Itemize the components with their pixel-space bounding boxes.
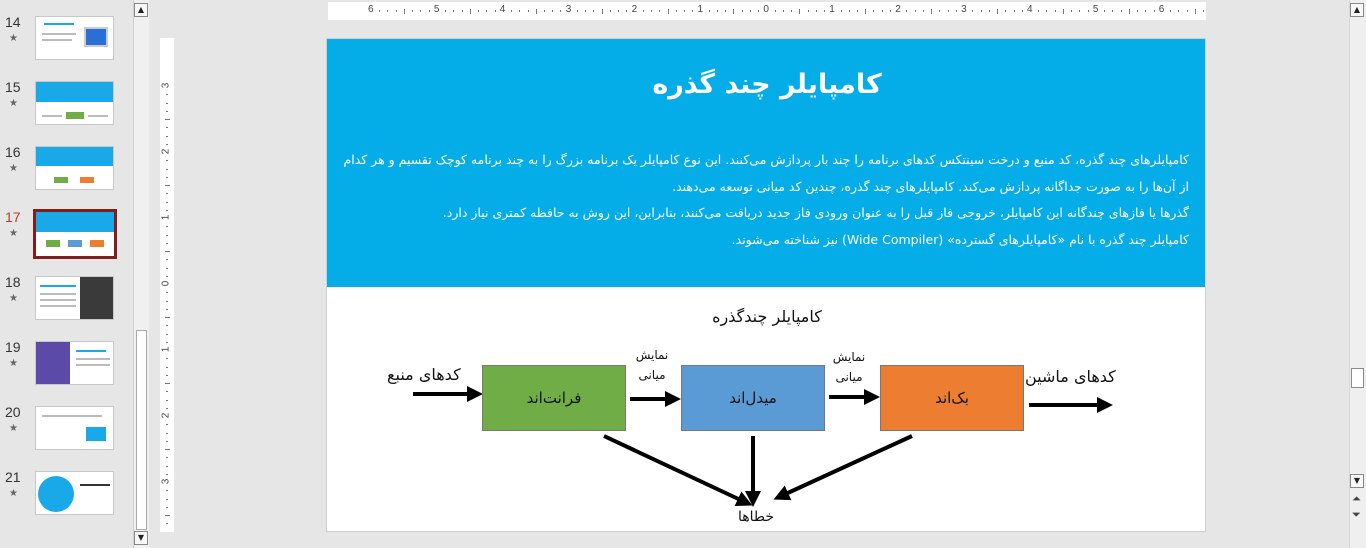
slide-preview[interactable] — [35, 276, 114, 320]
thumbnail-slide-14[interactable] — [0, 14, 132, 74]
ruler-tick — [511, 10, 512, 12]
ruler-tick — [931, 9, 932, 14]
ruler-number: 6 — [368, 4, 374, 15]
ruler-tick — [166, 441, 168, 442]
slide-preview[interactable] — [35, 406, 114, 450]
ruler-tick — [849, 10, 850, 12]
slide-preview[interactable] — [35, 16, 114, 60]
thumbnail-slide-17[interactable] — [0, 209, 132, 269]
slide-number: 16 — [5, 144, 21, 160]
thumbnail-slide-19[interactable] — [0, 339, 132, 399]
ruler-tick — [923, 10, 924, 12]
frontend-block[interactable]: فرانت‌اند — [482, 365, 626, 431]
ruler-tick — [166, 499, 168, 500]
ruler-tick — [733, 9, 734, 14]
ruler-tick — [544, 10, 545, 12]
ruler-tick — [560, 10, 561, 12]
ruler-tick — [841, 10, 842, 12]
animation-star-icon: ★ — [9, 33, 18, 44]
ruler-tick — [478, 10, 479, 12]
ruler-tick — [165, 515, 170, 516]
ruler-tick — [783, 10, 784, 12]
ruler-number: 6 — [1158, 4, 1165, 15]
ruler-tick — [865, 9, 866, 14]
ruler-tick — [1170, 10, 1171, 12]
ruler-tick — [166, 490, 168, 491]
ruler-tick — [577, 10, 578, 12]
slide-number: 14 — [5, 14, 21, 30]
ruler-tick — [166, 276, 168, 277]
thumbnail-slide-20[interactable] — [0, 404, 132, 464]
animation-star-icon: ★ — [9, 488, 18, 499]
middle-end-block[interactable]: میدل‌اند — [681, 365, 825, 431]
ruler-tick — [1088, 10, 1089, 12]
ruler-tick — [166, 177, 168, 178]
ruler-tick — [165, 119, 170, 120]
ruler-tick — [989, 10, 990, 12]
ruler-tick — [166, 301, 168, 302]
ruler-tick — [166, 94, 168, 95]
ruler-tick — [956, 10, 957, 12]
ruler-tick — [972, 10, 973, 12]
ruler-tick — [165, 185, 170, 186]
slide-number: 17 — [5, 209, 21, 225]
vertical-ruler — [160, 38, 174, 532]
animation-star-icon: ★ — [9, 293, 18, 304]
ruler-tick — [387, 10, 388, 12]
ruler-tick — [166, 169, 168, 170]
body-paragraph: گذرها یا فازهای چندگانه این کامپایلر، خروجی فاز قبل را به عنوان ورودی فاز جدید دریافت می‌کنند، بنابراین، این روش به حافظه کمتری نیاز دارد. — [442, 205, 1189, 220]
slide-preview[interactable] — [35, 471, 114, 515]
ruler-tick — [166, 457, 168, 458]
ruler-tick — [1071, 10, 1072, 12]
ruler-tick — [453, 10, 454, 12]
ruler-tick — [429, 10, 430, 12]
ruler-number: 5 — [433, 4, 440, 15]
ruler-tick — [643, 10, 644, 12]
ruler-number: 3 — [160, 478, 172, 485]
ruler-tick — [166, 342, 168, 343]
ruler-number: 0 — [763, 4, 769, 15]
ruler-tick — [618, 10, 619, 12]
slide-canvas[interactable] — [326, 38, 1206, 532]
thumbnail-scroll-down-button[interactable]: ▼ — [134, 531, 148, 545]
ruler-tick — [758, 10, 759, 12]
ruler-tick — [166, 367, 168, 368]
slide-number: 18 — [5, 274, 21, 290]
ruler-tick — [717, 10, 718, 12]
ruler-number: 1 — [829, 4, 835, 15]
ruler-tick — [486, 10, 487, 12]
ruler-tick — [1112, 10, 1113, 12]
ruler-tick — [1203, 10, 1204, 12]
ruler-tick — [651, 10, 652, 12]
ruler-tick — [1063, 9, 1064, 14]
intermediate-label-2: نمایش میانی — [832, 350, 866, 384]
ruler-tick — [1129, 9, 1130, 14]
ruler-tick — [166, 466, 168, 467]
ruler-tick — [692, 10, 693, 12]
slide-preview[interactable] — [35, 81, 114, 125]
ruler-tick — [166, 292, 168, 293]
slide-number: 20 — [5, 404, 21, 420]
ruler-tick — [166, 334, 168, 335]
ruler-number: 1 — [160, 214, 172, 221]
animation-star-icon: ★ — [9, 228, 18, 239]
ruler-tick — [725, 10, 726, 12]
ruler-number: 3 — [565, 4, 572, 15]
ruler-tick — [775, 10, 776, 12]
animation-star-icon: ★ — [9, 98, 18, 109]
ruler-tick — [528, 10, 529, 12]
ruler-tick — [750, 10, 751, 12]
ruler-tick — [166, 127, 168, 128]
ruler-tick — [1178, 10, 1179, 12]
ruler-tick — [602, 9, 603, 14]
thumbnail-slide-21[interactable] — [0, 469, 132, 529]
editor-scroll-up-button[interactable]: ▲ — [1350, 3, 1364, 17]
ruler-tick — [1154, 10, 1155, 12]
ruler-tick — [915, 10, 916, 12]
ruler-tick — [552, 10, 553, 12]
ruler-tick — [1022, 10, 1023, 12]
animation-star-icon: ★ — [9, 358, 18, 369]
ruler-tick — [626, 10, 627, 12]
ruler-tick — [676, 10, 677, 12]
compiler-diagram[interactable] — [327, 287, 1206, 532]
machine-code-label: کدهای ماشین — [1025, 367, 1116, 386]
ruler-tick — [165, 383, 170, 384]
thumbnail-slide-18[interactable] — [0, 274, 132, 334]
editor-scroll-down-button[interactable]: ▼ — [1350, 474, 1364, 488]
ruler-number: 4 — [1027, 4, 1033, 15]
ruler-number: 1 — [160, 346, 172, 353]
slide-preview[interactable] — [35, 341, 114, 385]
ruler-tick — [445, 10, 446, 12]
ruler-number: 2 — [160, 148, 172, 155]
ruler-tick — [166, 325, 168, 326]
ruler-tick — [166, 111, 168, 112]
ruler-tick — [742, 10, 743, 12]
ruler-number: 2 — [160, 412, 172, 419]
slide-number: 15 — [5, 79, 21, 95]
intermediate-label-1: نمایش میانی — [635, 348, 669, 382]
ruler-number: 0 — [160, 280, 172, 287]
ruler-tick — [906, 10, 907, 12]
ruler-tick — [166, 523, 168, 524]
ruler-number: 1 — [697, 4, 704, 15]
ruler-tick — [404, 9, 405, 14]
ruler-tick — [1104, 10, 1105, 12]
thumbnail-slide-15[interactable] — [0, 79, 132, 139]
thumbnail-slide-16[interactable] — [0, 144, 132, 204]
ruler-tick — [166, 391, 168, 392]
ruler-number: 2 — [631, 4, 638, 15]
ruler-tick — [462, 10, 463, 12]
ruler-tick — [791, 10, 792, 12]
thumbnail-scroll-up-button[interactable]: ▲ — [134, 3, 148, 17]
thumbnail-scrollbar-thumb[interactable] — [136, 330, 147, 530]
ruler-tick — [166, 193, 168, 194]
ruler-tick — [166, 474, 168, 475]
ruler-tick — [709, 10, 710, 12]
ruler-tick — [379, 10, 380, 12]
arrow-frontend-to-errors — [604, 436, 747, 503]
ruler-tick — [1014, 10, 1015, 12]
ruler-number: 5 — [1092, 4, 1099, 15]
animation-star-icon: ★ — [9, 163, 18, 174]
body-paragraph: کامپایلرهای چند گذره، کد منبع و درخت سینتکس کدهای برنامه را چند بار پردازش می‌کنند. این نوع کامپایلر یک برنامه بزرگ را به چند برنامه کوچک تقسیم و هر کدام از آن‌ها را به صورت جداگانه پردازش می‌کند. کامپایلرهای چند گذره، چندین کد میانی توسعه می‌دهند. — [343, 152, 1189, 194]
errors-label: خطاها — [737, 509, 775, 525]
ruler-tick — [1195, 9, 1196, 14]
ruler-tick — [1187, 10, 1188, 12]
ruler-tick — [981, 10, 982, 12]
ruler-tick — [882, 10, 883, 12]
ruler-tick — [165, 449, 170, 450]
ruler-tick — [684, 10, 685, 12]
animation-star-icon: ★ — [9, 423, 18, 434]
ruler-tick — [166, 358, 168, 359]
ruler-tick — [166, 259, 168, 260]
backend-block[interactable]: بک‌اند — [880, 365, 1024, 431]
ruler-tick — [166, 136, 168, 137]
horizontal-ruler — [328, 2, 1206, 20]
slide-number: 21 — [5, 469, 21, 485]
ruler-tick — [939, 10, 940, 12]
body-paragraph: کامپایلر چند گذره با نام «کامپایلرهای گسترده» (Wide Compiler) نیز شناخته می‌شوند. — [731, 231, 1189, 247]
ruler-tick — [470, 9, 471, 14]
ruler-tick — [166, 375, 168, 376]
ruler-tick — [997, 9, 998, 14]
slide-header-band — [327, 39, 1206, 287]
ruler-tick — [1046, 10, 1047, 12]
slide-number: 19 — [5, 339, 21, 355]
ruler-tick — [1121, 10, 1122, 12]
ruler-tick — [519, 10, 520, 12]
ruler-tick — [396, 10, 397, 12]
ruler-tick — [166, 507, 168, 508]
ruler-tick — [166, 268, 168, 269]
ruler-number: 2 — [895, 4, 901, 15]
arrow-backend-to-errors — [779, 436, 912, 497]
ruler-tick — [1145, 10, 1146, 12]
ruler-tick — [166, 309, 168, 310]
ruler-tick — [166, 433, 168, 434]
ruler-tick — [593, 10, 594, 12]
ruler-tick — [668, 9, 669, 14]
ruler-tick — [412, 10, 413, 12]
ruler-tick — [166, 400, 168, 401]
ruler-tick — [166, 424, 168, 425]
ruler-tick — [857, 10, 858, 12]
editor-scrollbar-thumb[interactable] — [1351, 368, 1364, 388]
ruler-tick — [1079, 10, 1080, 12]
ruler-tick — [799, 9, 800, 14]
previous-slide-button[interactable]: ⏶ — [1352, 492, 1361, 505]
ruler-tick — [165, 317, 170, 318]
ruler-tick — [166, 202, 168, 203]
ruler-tick — [610, 10, 611, 12]
ruler-tick — [166, 144, 168, 145]
ruler-tick — [824, 10, 825, 12]
ruler-tick — [166, 160, 168, 161]
next-slide-button[interactable]: ⏷ — [1352, 508, 1361, 521]
ruler-tick — [536, 9, 537, 14]
source-code-label: کدهای منبع — [387, 365, 461, 384]
ruler-number: 3 — [160, 82, 172, 89]
ruler-tick — [166, 243, 168, 244]
ruler-tick — [165, 251, 170, 252]
ruler-tick — [166, 235, 168, 236]
ruler-tick — [420, 10, 421, 12]
ruler-tick — [659, 10, 660, 12]
editor-scrollbar[interactable] — [1349, 0, 1366, 548]
ruler-tick — [166, 408, 168, 409]
ruler-tick — [808, 10, 809, 12]
ruler-tick — [948, 10, 949, 12]
ruler-number: 3 — [961, 4, 967, 15]
ruler-tick — [890, 10, 891, 12]
ruler-number: 4 — [499, 4, 506, 15]
ruler-tick — [166, 210, 168, 211]
ruler-tick — [1038, 10, 1039, 12]
ruler-tick — [816, 10, 817, 12]
ruler-tick — [495, 10, 496, 12]
ruler-tick — [873, 10, 874, 12]
ruler-tick — [585, 10, 586, 12]
slide-preview[interactable] — [35, 146, 114, 190]
slide-title[interactable]: کامپایلر چند گذره — [652, 69, 882, 100]
slide-thumbnail-pane[interactable] — [0, 0, 150, 548]
slide-body-text[interactable] — [343, 147, 1189, 253]
ruler-tick — [1055, 10, 1056, 12]
ruler-tick — [166, 226, 168, 227]
slide-preview-selected[interactable] — [33, 209, 117, 259]
ruler-tick — [166, 103, 168, 104]
ruler-tick — [1137, 10, 1138, 12]
diagram-title: کامپایلر چندگذره — [712, 307, 822, 326]
ruler-tick — [1005, 10, 1006, 12]
